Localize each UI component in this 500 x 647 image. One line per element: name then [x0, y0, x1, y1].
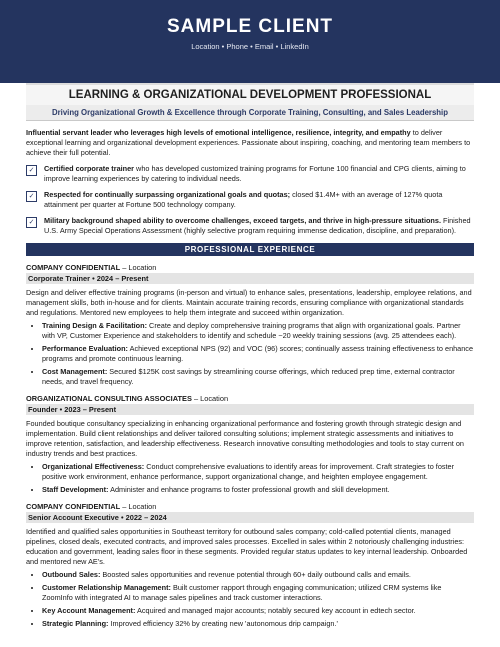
resume-content [0, 83, 500, 629]
bullet-text: Boosted sales opportunities and revenue potential through 60+ daily outbound calls and emails. [100, 570, 411, 579]
role-bar [26, 512, 474, 523]
list-item [42, 321, 474, 341]
list-item [42, 344, 474, 364]
client-name: SAMPLE CLIENT [166, 16, 334, 37]
role-title: Founder • 2023 – Present [28, 405, 117, 414]
job-bullets [26, 462, 474, 495]
bullet-text: Acquired and managed major accounts; notably secured key account in edtech sector. [135, 606, 416, 615]
highlight-item [26, 190, 474, 210]
list-item [42, 619, 474, 629]
list-item [42, 485, 474, 495]
summary-rest: to deliver exceptional learning and organizational development experiences. Passionate about inspiring, coaching, and mentoring team members to achieve their full potential. [26, 128, 471, 157]
resume-title: LEARNING & ORGANIZATIONAL DEVELOPMENT PROFESSIONAL [26, 83, 474, 105]
bullet-text: Achieved exceptional NPS (92) and VOC (96) scores; continually assess training effectiveness to enhance programs and promote continuous learning. [42, 344, 474, 363]
bullet-bold: Cost Management: [42, 367, 108, 376]
bullet-bold: Staff Development: [42, 485, 109, 494]
bullet-bold: Performance Evaluation: [42, 344, 128, 353]
checkbox-icon: ✓ [26, 217, 37, 228]
highlight-text [44, 164, 474, 184]
contact-line: Location • Phone • Email • LinkedIn [191, 42, 309, 51]
company-name: COMPANY CONFIDENTIAL [26, 263, 121, 272]
section-heading-experience: PROFESSIONAL EXPERIENCE [26, 243, 474, 256]
bullet-bold: Outbound Sales: [42, 570, 101, 579]
bullet-text: Secured $125K cost savings by streamlining course offerings, which reduced prep time, external contractor needs, and travel frequency. [42, 367, 455, 386]
company-location: – Location [120, 263, 157, 272]
company-location: – Location [120, 502, 157, 511]
list-item [42, 367, 474, 387]
list-item [42, 570, 474, 580]
resume-header [0, 0, 500, 83]
bullet-text: Conduct comprehensive evaluations to identify areas for improvement. Craft strategies to foster positive work environment, enhance performance, support organizational change, and heighten employee engagement. [42, 462, 455, 481]
checkbox-icon: ✓ [26, 165, 37, 176]
highlight-detail: closed $1.4M+ with an average of 127% quota attainment per quarter at Fortune 500 technology company. [44, 190, 443, 209]
bullet-bold: Customer Relationship Management: [42, 583, 171, 592]
bullet-text: Create and deploy comprehensive training programs that align with organizational goals. Partner with VP, Customer Experience and stakeholders to identify and schedule ~20 weekly training sessions (avg. 25 attendees each). [42, 321, 461, 340]
company-line [26, 394, 474, 403]
bullet-text: Administer and enhance programs to foster professional growth and skill development. [108, 485, 390, 494]
bullet-bold: Training Design & Facilitation: [42, 321, 148, 330]
job-bullets [26, 570, 474, 629]
bullet-bold: Organizational Effectiveness: [42, 462, 145, 471]
job-description: Design and deliver effective training programs (in-person and virtual) to enhance sales, presentations, leadership, employee relations, and management skills, both in-house and for clients. Maintain accurate training records, ensuring compliance with organizational standards and regulations. Mentored new employees to help them integrate and succeed within organization. [26, 288, 472, 317]
bullet-bold: Key Account Management: [42, 606, 136, 615]
role-title: Senior Account Executive • 2022 – 2024 [28, 513, 167, 522]
job-bullets [26, 321, 474, 387]
highlight-item [26, 216, 474, 236]
company-line [26, 263, 474, 272]
checkbox-icon: ✓ [26, 191, 37, 202]
highlight-text [44, 216, 474, 236]
highlight-detail: who has developed customized training programs for Fortune 100 financial and CPG clients, aiming to improve learning experiences by catering to individual needs. [44, 164, 466, 183]
highlight-bold: Respected for continually surpassing organizational goals and quotas; [44, 190, 291, 199]
bullet-text: Improved efficiency 32% by creating new 'autonomous drip campaign.' [108, 619, 338, 628]
company-location: – Location [191, 394, 229, 403]
highlight-bold: Certified corporate trainer [44, 164, 135, 173]
highlight-detail: Finished U.S. Army Special Operations Assessment (highly selective program requiring immense dedication, discipline, and preparation). [44, 216, 471, 235]
company-name: COMPANY CONFIDENTIAL [26, 502, 121, 511]
bullet-text: Built customer rapport through engaging communication; utilized CRM systems like ZoomInfo with integrated AI to manage sales pipelines and track customer interactions. [42, 583, 442, 602]
company-name: ORGANIZATIONAL CONSULTING ASSOCIATES [26, 394, 192, 403]
summary-lead: Influential servant leader who leverages high levels of emotional intelligence, resilience, integrity, and empathy [26, 128, 411, 137]
role-title: Corporate Trainer • 2024 – Present [28, 274, 149, 283]
job-description: Identified and qualified sales opportunities in Southeast territory for outbound sales company; cold-called potential clients, managed pipelines, closed deals, executed contracts, and improved sales processes. Excelled in sales within 2 notoriously challenging industries: education and government, leading sales floor in these segments. Provided regular status updates to key internal leadership. Onboarded and mentored new AE's. [26, 527, 468, 566]
resume-subtitle: Driving Organizational Growth & Excellence through Corporate Training, Consulting, and Sales Leadership [26, 105, 474, 120]
list-item [42, 606, 474, 616]
title-block [26, 83, 474, 121]
company-line [26, 502, 474, 511]
role-bar [26, 404, 474, 415]
job-description: Founded boutique consultancy specializing in enhancing organizational performance and fostering growth through strategic design and implementation. Build client relationships and deliver tailored consulting solutions; implement strategic assessments and initiatives to improve retention, satisfaction, and leadership effectiveness. Research innovative consulting methodologies and tools to stay current on industry trends and best practices. [26, 419, 464, 458]
role-bar [26, 273, 474, 284]
highlight-item [26, 164, 474, 184]
highlight-text [44, 190, 474, 210]
list-item [42, 462, 474, 482]
summary-paragraph [26, 128, 474, 158]
highlight-bold: Military background shaped ability to overcome challenges, exceed targets, and thrive in high-pressure situations. [44, 216, 441, 225]
list-item [42, 583, 474, 603]
bullet-bold: Strategic Planning: [42, 619, 109, 628]
